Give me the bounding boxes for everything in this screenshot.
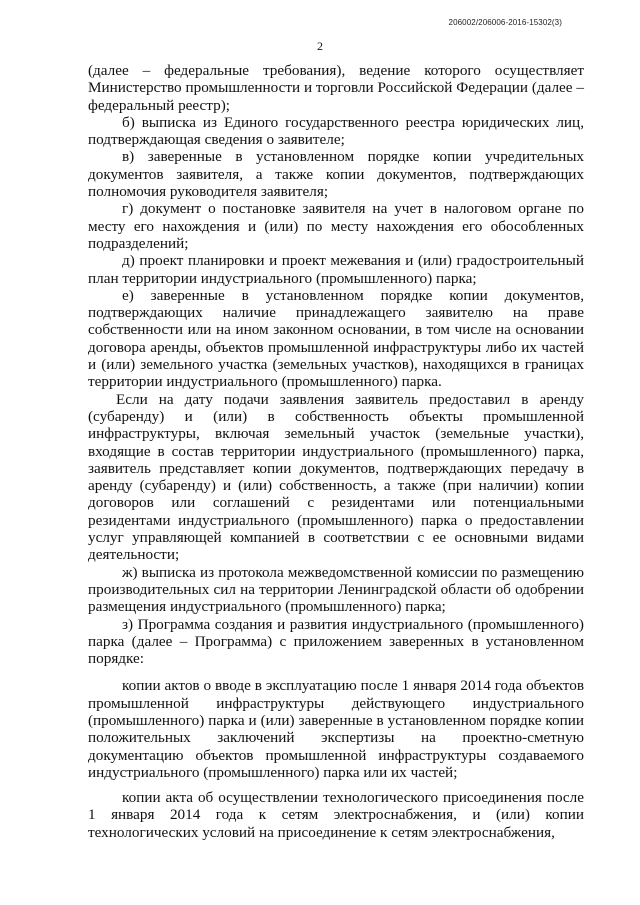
paragraph-federal-register: (далее – федеральные требования), ведение которого осуществляет Министерство промышленности и торговли Российской Федерации (далее – федеральный реестр); xyxy=(88,62,584,114)
paragraph-item-zh: ж) выписка из протокола межведомственной комиссии по размещению производительных сил на территории Ленинградской области об одобрении размещения индустриального (промышленного) парка; xyxy=(88,563,584,616)
paragraph-item-z: з) Программа создания и развития индустриального (промышленного) парка (далее – Программа) с приложением заверенных в установленном порядке: xyxy=(88,615,584,668)
paragraph-item-d: д) проект планировки и проект межевания и (или) градостроительный план территории индустриального (промышленного) парка; xyxy=(88,252,584,287)
page-number: 2 xyxy=(317,39,323,53)
paragraph-item-e: е) заверенные в установленном порядке копии документов, подтверждающих наличие принадлежащего заявителю на праве собственности или на ином законном основании, в том числе на основании договора аренды, объектов промышленной инфраструктуры либо их частей и (или) земельного участка (земельных участков), находящихся в границах территории индустриального (промышленного) парка. xyxy=(88,286,584,391)
paragraph-item-g: г) документ о постановке заявителя на учет в налоговом органе по месту его нахождения и (или) по месту нахождения его обособленных подразделений; xyxy=(88,200,584,252)
paragraph-grid-connection: копии акта об осуществлении технологического присоединения после 1 января 2014 года к сетям электроснабжения, и (или) копии технологических условий на присоединение к сетям электроснабжения, xyxy=(88,789,584,841)
paragraph-item-b: б) выписка из Единого государственного реестра юридических лиц, подтверждающая сведения о заявителе; xyxy=(88,113,584,149)
paragraph-lease-condition: Если на дату подачи заявления заявитель предоставил в аренду (субаренду) и (или) в собственность объекты промышленной инфраструктуры, включая земельный участок (земельные участки), входящие в состав территории индустриального (промышленного) парка, заявитель представляет копии документов, подтверждающих передачу в аренду (субаренду) и (или) собственность, а также (при наличии) копии договоров или соглашений с резидентами или потенциальными резидентами индустриального (промышленного) парка о предоставлении услуг управляющей компанией в соответствии с ее основными видами деятельности; xyxy=(88,390,584,564)
document-body xyxy=(88,62,584,841)
document-registration-code: 206002/206006-2016-15302(3) xyxy=(448,18,562,27)
paragraph-item-v: в) заверенные в установленном порядке копии учредительных документов заявителя, а также копии документов, подтверждающих полномочия руководителя заявителя; xyxy=(88,148,584,201)
paragraph-commissioning-acts: копии актов о вводе в эксплуатацию после 1 января 2014 года объектов промышленной инфраструктуры действующего индустриального (промышленного) парка и (или) заверенные в установленном порядке копии положительных заключений экспертизы на проектно-сметную документацию объектов промышленной инфраструктуры создаваемого индустриального (промышленного) парка или их частей; xyxy=(88,677,584,781)
